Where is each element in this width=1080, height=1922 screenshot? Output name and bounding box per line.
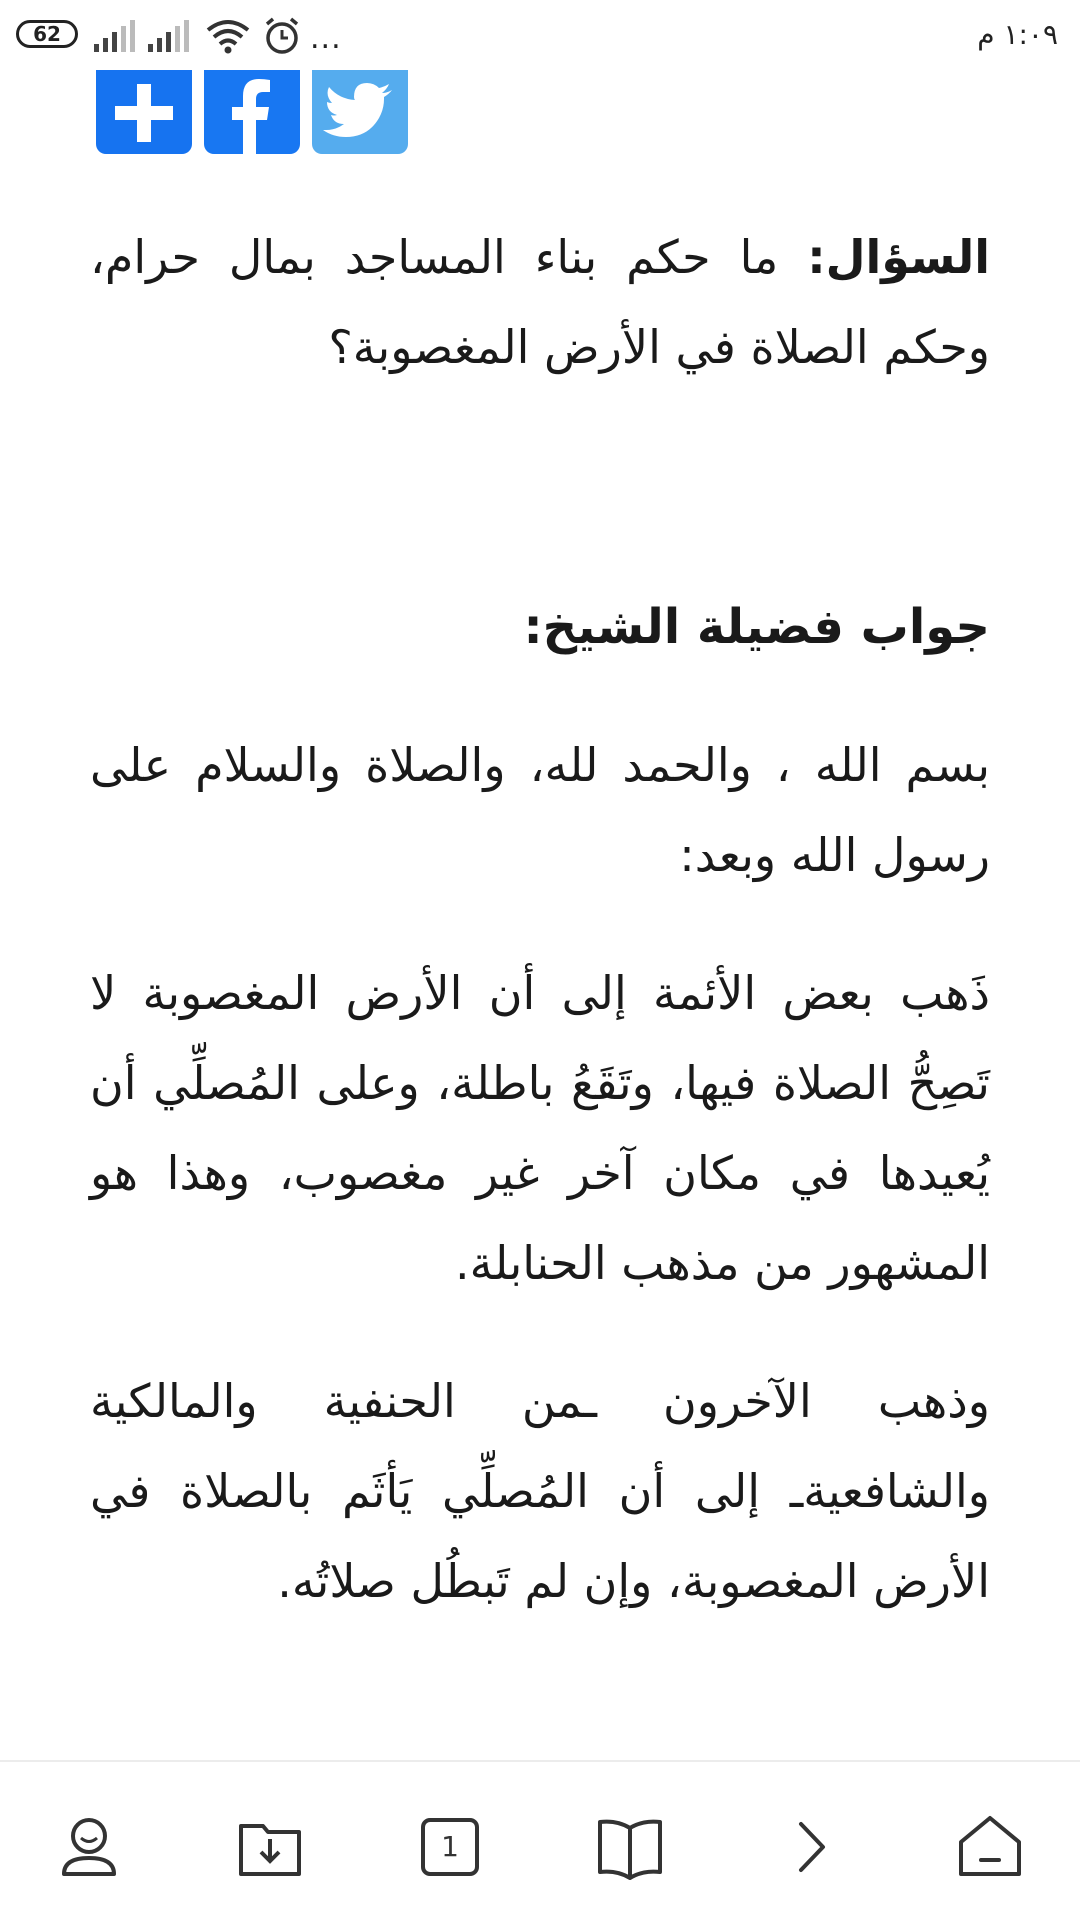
question [90,212,990,392]
status-bar [0,0,1080,70]
home-icon [955,1812,1025,1882]
downloads-button[interactable] [235,1812,305,1882]
article-content [90,212,990,1626]
alarm-icon [262,16,302,56]
battery-indicator: 62 [16,20,78,48]
bottom-navigation-bar [0,1760,1080,1922]
profile-icon [54,1812,124,1882]
tab-count: 1 [441,1830,459,1863]
forward-button[interactable] [775,1812,845,1882]
reading-mode-button[interactable] [595,1812,665,1882]
home-button[interactable] [955,1812,1025,1882]
plus-icon [96,70,192,154]
twitter-icon [312,70,408,154]
wifi-icon [204,16,252,56]
question-label: السؤال: [807,230,990,284]
profile-button[interactable] [54,1812,124,1882]
forward-icon [775,1812,845,1882]
facebook-icon [204,70,300,154]
downloads-icon [235,1812,305,1882]
paragraph: وذهب الآخرون ـمن الحنفية والمالكية والشافعيةـ إلى أن المُصلِّي يَأثَم بالصلاة في الأرض المغصوبة، وإن لم تَبطُل صلاتُه. [90,1374,990,1608]
share-twitter-button[interactable] [312,70,408,154]
reading-mode-icon [595,1812,665,1882]
answer-title: جواب فضيلة الشيخ: [523,599,990,655]
question-text: ما حكم بناء المساجد بمال حرام، وحكم الصلاة في الأرض المغصوبة؟ [90,230,990,374]
paragraph: بسم الله ، والحمد لله، والصلاة والسلام على رسول الله وبعد: [90,738,990,882]
signal-icon [146,18,192,52]
clock: ١:٠٩ م [977,18,1058,51]
share-more-button[interactable] [96,70,192,154]
more-notifications-icon: ... [310,21,342,56]
tabs-button[interactable] [415,1812,485,1882]
signal-icon [92,18,138,52]
paragraph: ذَهب بعض الأئمة إلى أن الأرض المغصوبة لا تَصِحُّ الصلاة فيها، وتَقَعُ باطلة، وعلى المُصلِّي أن يُعيدها في مكان آخر غير مغصوب، وهذا هو المشهور من مذهب الحنابلة. [90,966,990,1290]
share-facebook-button[interactable] [204,70,300,154]
